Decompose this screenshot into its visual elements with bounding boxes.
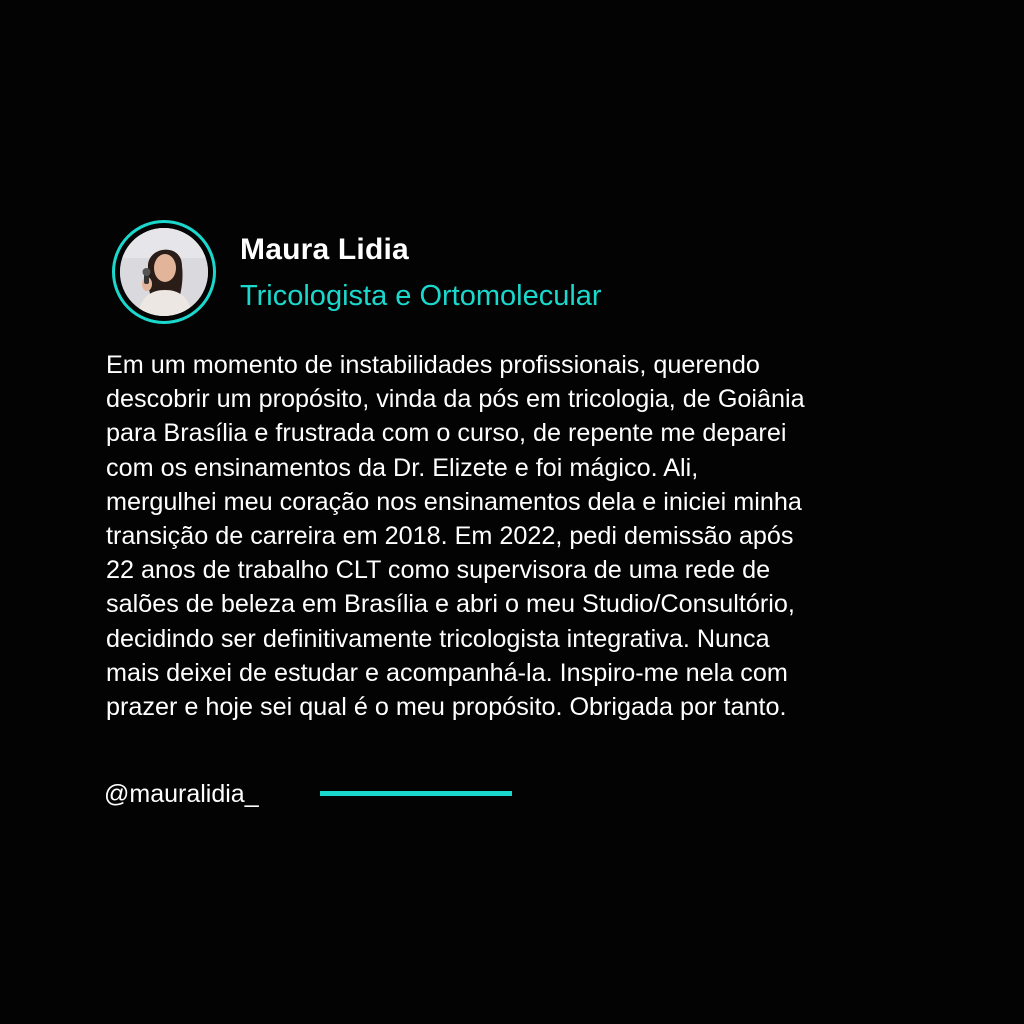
testimonial-line: com os ensinamentos da Dr. Elizete e foi mágico. Ali,: [106, 453, 699, 482]
testimonial-line: Em um momento de instabilidades profissionais, querendo: [106, 351, 760, 379]
accent-divider: [320, 791, 512, 796]
social-handle: @mauralidia_: [104, 780, 259, 808]
testimonial-line: descobrir um propósito, vinda da pós em tricologia, de Goiânia: [106, 385, 805, 414]
profile-name: Maura Lidia: [240, 233, 409, 266]
testimonial-line: 22 anos de trabalho CLT como supervisora de uma rede de: [106, 556, 771, 585]
testimonial-line: mais deixei de estudar e acompanhá-la. Inspiro-me nela com: [106, 658, 788, 687]
avatar-ring: [112, 220, 216, 324]
testimonial-line: prazer e hoje sei qual é o meu propósito. Obrigada por tanto.: [106, 693, 787, 722]
testimonial-line: para Brasília e frustrada com o curso, de repente me deparei: [106, 419, 787, 448]
testimonial-line: transição de carreira em 2018. Em 2022, pedi demissão após: [106, 522, 794, 551]
profile-photo-icon: [120, 228, 208, 316]
testimonial-line: mergulhei meu coração nos ensinamentos dela e iniciei minha: [106, 487, 802, 516]
testimonial-line: salões de beleza em Brasília e abri o meu Studio/Consultório,: [106, 590, 795, 619]
avatar: [120, 228, 208, 316]
testimonial-text: [106, 348, 926, 724]
profile-role: Tricologista e Ortomolecular: [240, 280, 602, 312]
testimonial-line: decidindo ser definitivamente tricologista integrativa. Nunca: [106, 624, 770, 653]
